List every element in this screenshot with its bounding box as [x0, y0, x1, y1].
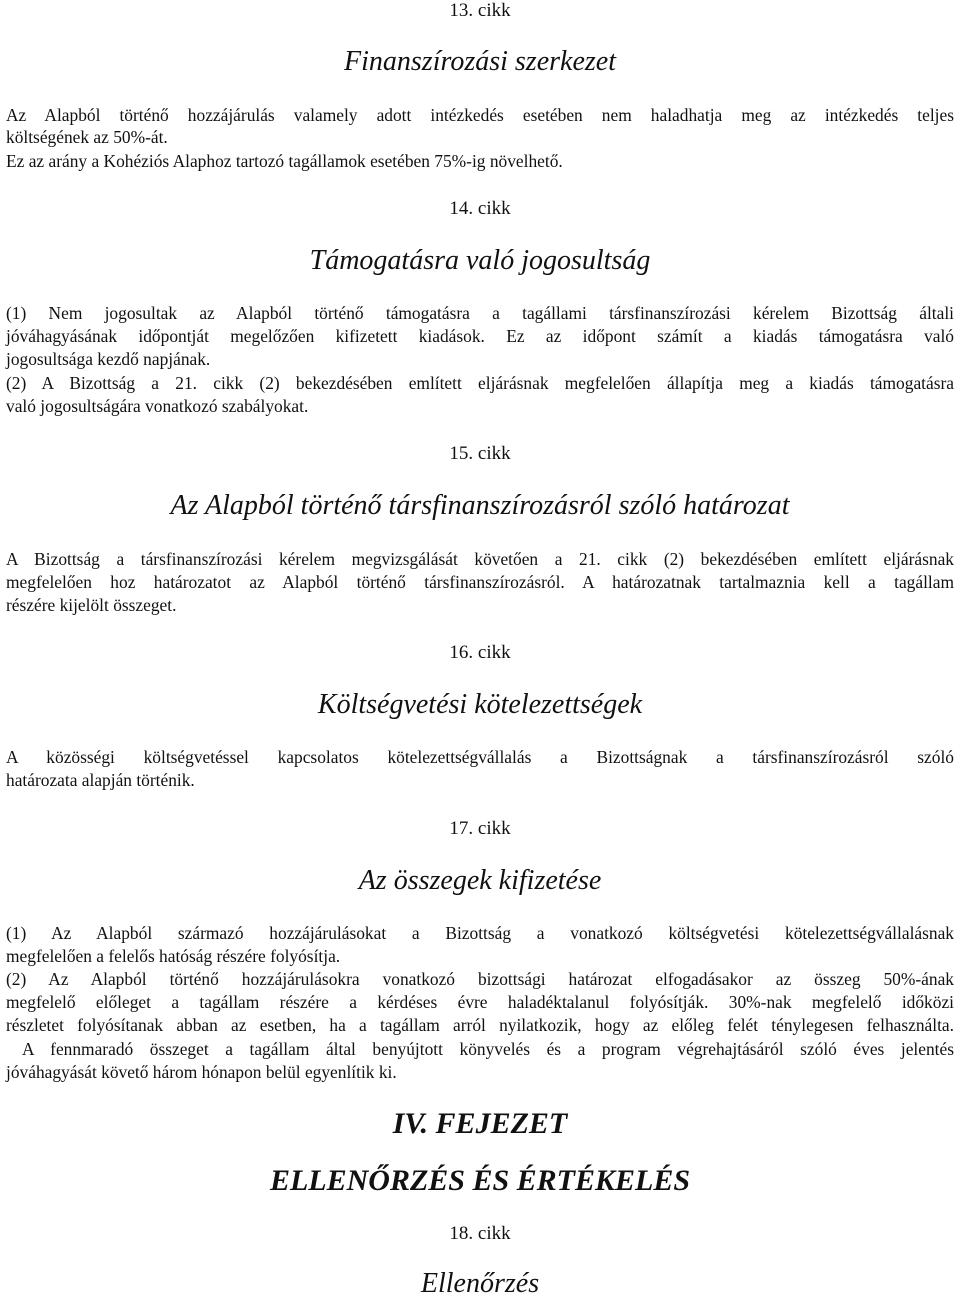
paragraph-line: jogosultsága kezdő napjának.: [6, 349, 211, 369]
paragraph-line: jóváhagyásának időpontját megelőzően kifizetett kiadások. Ez az időpont számít a kiadás támogatásra való: [6, 326, 954, 346]
article-title: Az Alapból történő társfinanszírozásról szóló határozat: [170, 490, 790, 521]
paragraph-line: A közösségi költségvetéssel kapcsolatos kötelezettségvállalás a Bizottságnak a társfinanszírozásról szóló: [6, 747, 954, 767]
paragraph-line: (2) Az Alapból történő hozzájárulásokra vonatkozó bizottsági határozat elfogadásakor az összeg 50%-ának: [6, 969, 954, 989]
article-number: 13. cikk: [449, 0, 511, 21]
chapter-title: ELLENŐRZÉS ÉS ÉRTÉKELÉS: [269, 1164, 691, 1197]
paragraph-line: (1) Nem jogosultak az Alapból történő támogatásra a tagállami társfinanszírozási kérelem Bizottság általi: [6, 303, 954, 323]
article-number: 17. cikk: [449, 818, 511, 839]
paragraph-line: A Bizottság a társfinanszírozási kérelem megvizsgálását követően a 21. cikk (2) bekezdésében említett eljárásnak: [6, 549, 954, 569]
paragraph-line: A fennmaradó összeget a tagállam által benyújtott könyvelés és a program végrehajtásáról szóló éves jelentés: [22, 1039, 954, 1059]
paragraph-line: megfelelően a felelős hatóság részére folyósítja.: [6, 946, 341, 966]
paragraph-line: határozata alapján történik.: [6, 770, 195, 790]
chapter-number: IV. FEJEZET: [392, 1107, 568, 1140]
paragraph-line: (2) A Bizottság a 21. cikk (2) bekezdésében említett eljárásnak megfelelően állapítja meg a kiadás támogatásra: [6, 373, 954, 393]
article-title: Az összegek kifizetése: [358, 865, 602, 896]
paragraph-line: megfelelő előleget a tagállam részére a kérdéses évre haladéktalanul folyósítják. 30%-nak megfelelő időközi: [6, 992, 954, 1012]
article-title: Költségvetési kötelezettségek: [317, 689, 643, 720]
paragraph-line: való jogosultságára vonatkozó szabályokat.: [6, 396, 309, 416]
article-number: 18. cikk: [449, 1223, 511, 1244]
article-title: Finanszírozási szerkezet: [344, 46, 616, 77]
paragraph-line: megfelelően hoz határozatot az Alapból történő társfinanszírozásról. A határozatnak tartalmaznia kell a tagállam: [6, 572, 954, 592]
article-title: Ellenőrzés: [420, 1268, 540, 1299]
article-number: 15. cikk: [449, 443, 511, 464]
paragraph-line: részletet folyósítanak abban az esetben, ha a tagállam arról nyilatkozik, hogy az előleg felét ténylegesen felhasználta.: [6, 1015, 954, 1035]
paragraph-line: részére kijelölt összeget.: [6, 595, 177, 615]
article-title: Támogatásra való jogosultság: [309, 245, 651, 276]
article-number: 16. cikk: [449, 642, 511, 663]
paragraph-line: Ez az arány a Kohéziós Alaphoz tartozó tagállamok esetében 75%-ig növelhető.: [6, 151, 563, 171]
paragraph-line: jóváhagyását követő három hónapon belül egyenlítik ki.: [6, 1062, 397, 1082]
paragraph-line: Az Alapból történő hozzájárulás valamely adott intézkedés esetében nem haladhatja meg az intézkedés teljes: [6, 105, 954, 125]
paragraph-line: (1) Az Alapból származó hozzájárulásokat a Bizottság a vonatkozó költségvetési kötelezettségvállalásnak: [6, 923, 954, 943]
article-number: 14. cikk: [449, 198, 511, 219]
paragraph-line: költségének az 50%-át.: [6, 127, 168, 147]
